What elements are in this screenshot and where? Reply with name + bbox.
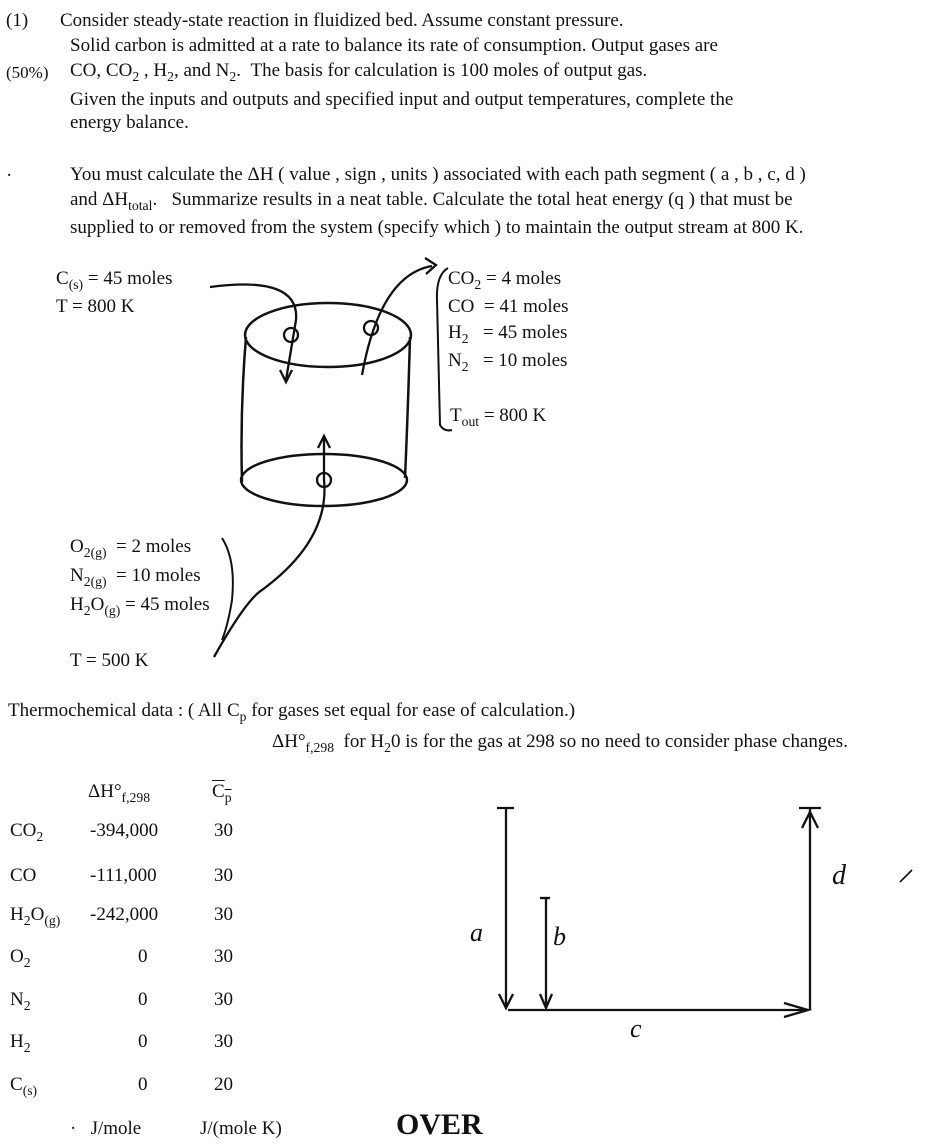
thermo-heading: Thermochemical data : ( All $C_p$ for gases set equal for ease of calculation.)	[8, 700, 576, 724]
carbon-input-label: $C_{(s)} = 45$ moles	[56, 268, 173, 292]
table-row-cp: 30	[214, 1031, 233, 1052]
problem-line-3: CO, $CO_2$ , $H_2$, and $N_2$. The basis for calculation is 100 moles of output gas.	[70, 60, 648, 84]
table-row-species: $H_2O_{(g)}$	[10, 904, 61, 928]
table-row-dh: 0	[138, 989, 148, 1010]
units-dh: · J/mole	[70, 1118, 142, 1139]
carbon-input-temp: T = 800 K	[56, 296, 135, 317]
thermo-note: $\Delta H^\circ_{f,298}$ for $H_20$ is for the gas at 298 so no need to consider phase changes.	[272, 731, 848, 755]
table-row-cp: 30	[214, 865, 233, 886]
problem-line-4: Given the inputs and outputs and specified input and output temperatures, complete the	[70, 89, 734, 110]
table-row-cp: 30	[214, 904, 233, 925]
table-row-dh: 0	[138, 1031, 148, 1052]
path-label-a: a	[470, 918, 483, 947]
path-label-d: d	[832, 860, 846, 891]
problem-line-2: Solid carbon is admitted at a rate to balance its rate of consumption. Output gases are	[70, 35, 718, 56]
table-row-cp: 30	[214, 820, 233, 841]
table-header-cp: $C_p$	[212, 781, 232, 805]
instruction-line-2: and $\Delta H_{total}$. Summarize results in a neat table. Calculate the total heat energy (q ) that must be	[70, 189, 793, 213]
input-h2o: $H_2O_{(g)} = 45$ moles	[70, 594, 210, 618]
problem-weight: (50%)	[6, 63, 49, 82]
table-row-cp: 20	[214, 1074, 233, 1095]
table-row-species: $CO_2$	[10, 820, 44, 844]
table-row-cp: 30	[214, 946, 233, 967]
bullet-dot: ·	[6, 165, 13, 186]
problem-number: (1)	[6, 10, 29, 31]
path-label-c: c	[630, 1014, 642, 1043]
instruction-line-3: supplied to or removed from the system (specify which ) to maintain the output stream at 800 K.	[70, 217, 804, 238]
input-n2: $N_{2(g)} = 10$ moles	[70, 565, 201, 589]
problem-line-1: Consider steady-state reaction in fluidized bed. Assume constant pressure.	[60, 10, 624, 31]
input-temperature: T = 500 K	[70, 650, 149, 671]
table-row-cp: 30	[214, 989, 233, 1010]
table-row-species: $H_2$	[10, 1031, 31, 1055]
table-row-dh: 0	[138, 1074, 148, 1095]
table-row-species: $N_2$	[10, 989, 31, 1013]
table-row-dh: 0	[138, 946, 148, 967]
table-row-species: $O_2$	[10, 946, 31, 970]
path-label-b: b	[553, 922, 566, 951]
over-label: OVER	[396, 1108, 483, 1141]
output-n2: $N_2$ = 10 moles	[448, 350, 568, 374]
table-row-species: $C_{(s)}$	[10, 1074, 38, 1098]
input-o2: $O_{2(g)} = 2$ moles	[70, 536, 192, 560]
output-temperature: $T_{out} = 800$ K	[450, 405, 547, 429]
instruction-line-1: You must calculate the ΔH ( value , sign , units ) associated with each path segment ( a , b , c, d )	[70, 164, 806, 185]
table-header-dh: $\Delta H^\circ_{f,298}$	[88, 781, 151, 805]
output-co: CO = 41 moles	[448, 296, 569, 317]
units-cp: J/(mole K)	[200, 1118, 282, 1139]
table-row-dh: -394,000	[90, 820, 159, 841]
table-row-dh: -242,000	[90, 904, 159, 925]
output-h2: $H_2$ = 45 moles	[448, 322, 568, 346]
output-co2: $CO_2 = 4$ moles	[448, 268, 562, 292]
problem-line-5: energy balance.	[70, 112, 189, 133]
table-row-species: CO	[10, 865, 37, 886]
table-row-dh: -111,000	[90, 865, 157, 886]
